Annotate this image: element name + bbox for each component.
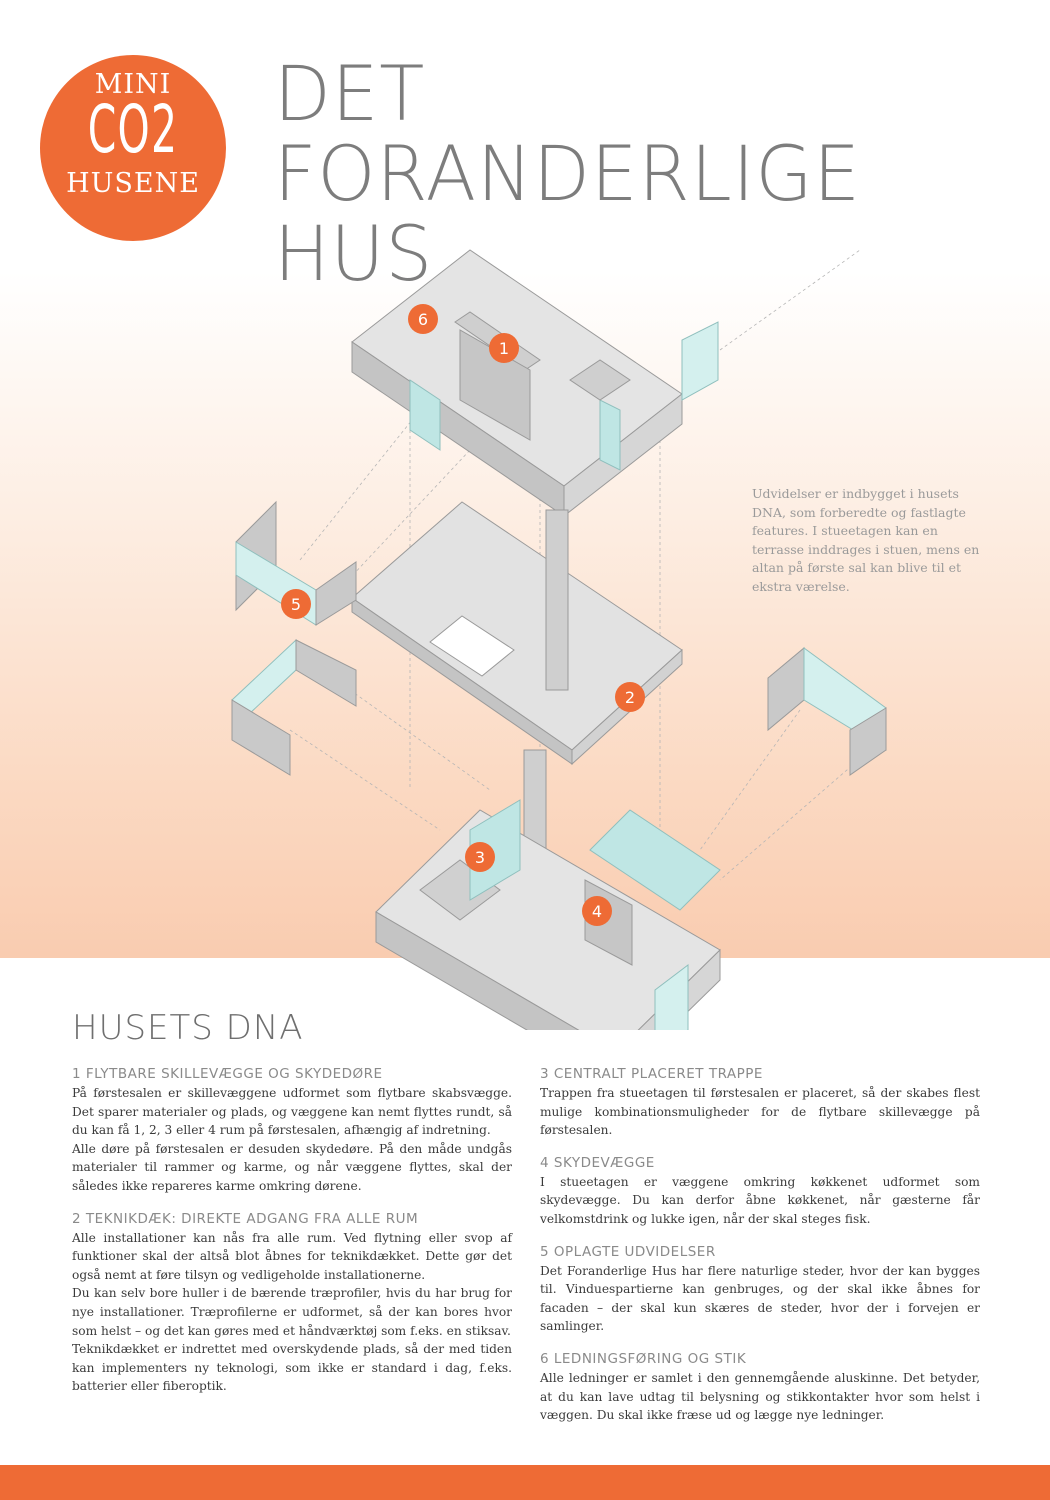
logo-line-mini: MINI bbox=[94, 69, 172, 100]
dna-item-1-paragraph: På førstesalen er skillevæggene udformet som flytbare skabsvægge. Det sparer materialer og plads, og væggene kan nemt flyttes rundt, så du kan få 1, 2, 3 eller 4 rum på førstesalen, afhængig af indretning. bbox=[72, 1086, 512, 1138]
svg-text:5: 5 bbox=[290, 595, 302, 614]
text-column-left bbox=[72, 1066, 512, 1411]
dna-item-6-title: 6 LEDNINGSFØRING OG STIK bbox=[540, 1350, 747, 1367]
dna-item-5-paragraph: Det Foranderlige Hus har flere naturlige steder, hvor der kan bygges til. Vinduespartierne kan genbruges, og der skal ikke åbnes for facaden – der skal kun skæres de steder, hvor der i forvejen er samlinger. bbox=[540, 1263, 980, 1334]
dna-item-4-title: 4 SKYDEVÆGGE bbox=[540, 1154, 655, 1171]
text-column-right bbox=[540, 1066, 980, 1440]
svg-text:3: 3 bbox=[474, 848, 486, 867]
section-heading: HUSETS DNA bbox=[72, 1008, 304, 1048]
exploded-house-diagram bbox=[0, 230, 1050, 1030]
dna-item-2-paragraph: Alle installationer kan nås fra alle rum. Ved flytning eller svop af funktioner skal der altså blot åbnes for teknikdækket. Dette gør det også nemt at føre tilsyn og vedligeholde installationerne. bbox=[72, 1230, 512, 1282]
dna-item-4 bbox=[540, 1155, 980, 1229]
dna-item-1-paragraph: Alle døre på førstesalen er desuden skydedøre. På den måde undgås materialer til rammer og karme, og når væggene flyttes, skal der således ikke repareres karme omkring dørene. bbox=[72, 1141, 512, 1193]
page-title-line1: DET FORANDERLIGE bbox=[274, 49, 861, 218]
svg-text:4: 4 bbox=[591, 902, 603, 921]
dna-item-3 bbox=[540, 1066, 980, 1140]
dna-item-6 bbox=[540, 1351, 980, 1425]
badge-3 bbox=[465, 842, 495, 872]
side-note: Udvidelser er indbygget i husets DNA, som forberedte og fastlagte features. I stueetagen kan en terrasse inddrages i stuen, mens en altan på første sal kan blive til et ekstra værelse. bbox=[752, 486, 980, 594]
svg-text:1: 1 bbox=[498, 339, 510, 358]
dna-item-2-title: 2 TEKNIKDÆK: DIREKTE ADGANG FRA ALLE RUM bbox=[72, 1210, 419, 1227]
technical-deck bbox=[352, 502, 682, 764]
dna-item-6-paragraph: Alle ledninger er samlet i den gennemgående aluskinne. Det betyder, at du kan lave udtag til belysning og stikkontakter hvor som helst i væggen. Du skal ikke fræse ud og lægge nye ledninger. bbox=[540, 1370, 980, 1423]
dna-item-1-title: 1 FLYTBARE SKILLEVÆGGE OG SKYDEDØRE bbox=[72, 1066, 383, 1082]
dna-item-3-paragraph: Trappen fra stueetagen til førstesalen er placeret, så der skabes flest mulige kombinationsmuligheder for de flytbare skillevægge på førstesalen. bbox=[540, 1086, 980, 1138]
dna-item-2-paragraph: Teknikdækket er indrettet med overskydende plads, så der med tiden kan implementers ny teknologi, som ikke er standard i dag, f.eks. batterier eller fiberoptik. bbox=[72, 1342, 512, 1394]
badge-6 bbox=[408, 304, 438, 334]
dna-item-2-paragraph: Du kan selv bore huller i de bærende træprofiler, hvis du har brug for nye installationer. Træprofilerne er udformet, så der kan bores hvor som helst – og det kan gøres med et håndværktøj som f.eks. en stiksav. bbox=[72, 1286, 512, 1338]
first-floor-module bbox=[352, 250, 718, 516]
dna-item-5 bbox=[540, 1244, 980, 1336]
badge-2 bbox=[615, 682, 645, 712]
dna-item-2 bbox=[72, 1211, 512, 1396]
badge-4 bbox=[582, 896, 612, 926]
logo-line-co2: CO2 bbox=[87, 91, 179, 168]
svg-text:6: 6 bbox=[417, 310, 429, 329]
page-title-line2: HUS bbox=[274, 209, 434, 298]
dna-item-1 bbox=[72, 1066, 512, 1196]
logo bbox=[40, 55, 226, 241]
svg-text:2: 2 bbox=[624, 688, 636, 707]
footer-bar bbox=[0, 1465, 1050, 1500]
dna-item-5-title: 5 OPLAGTE UDVIDELSER bbox=[540, 1243, 716, 1260]
dna-item-3-title: 3 CENTRALT PLACERET TRAPPE bbox=[540, 1066, 763, 1082]
ground-floor-module bbox=[376, 800, 720, 1030]
badge-1 bbox=[489, 333, 519, 363]
logo-line-husene: HUSENE bbox=[66, 168, 200, 199]
badge-5 bbox=[281, 589, 311, 619]
dna-item-4-paragraph: I stueetagen er væggene omkring køkkenet udformet som skydevægge. Du kan derfor åbne køkkenet, når gæsterne får velkomstdrink og lukke igen, når der skal steges fisk. bbox=[540, 1174, 980, 1226]
